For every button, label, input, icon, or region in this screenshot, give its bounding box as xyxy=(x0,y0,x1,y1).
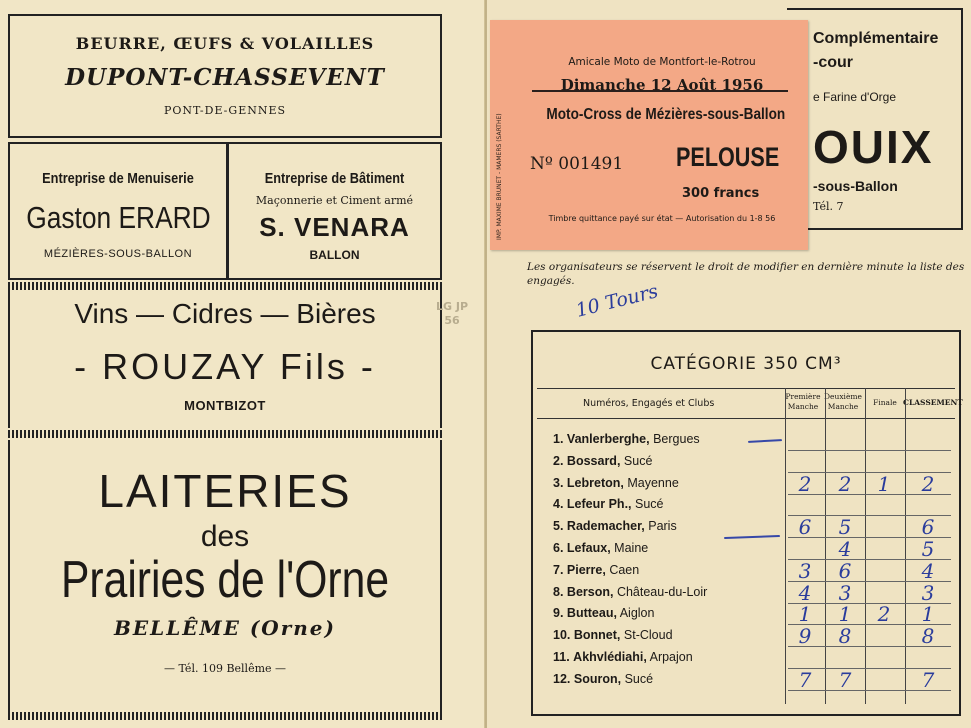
notice xyxy=(527,260,967,288)
admission-ticket xyxy=(490,20,808,250)
rider-number: 2. xyxy=(553,453,564,468)
ad-laiteries xyxy=(8,440,442,712)
table-title: CATÉGORIE 350 CM³ xyxy=(650,354,842,374)
rider-club: Sucé xyxy=(623,453,653,468)
ticket-date: Dimanche 12 Août 1956 xyxy=(560,76,764,94)
rider-name: Butteau, xyxy=(566,606,617,621)
rider-number: 11. xyxy=(553,650,570,664)
handwritten-rank: 2 xyxy=(921,471,935,496)
table-row xyxy=(553,628,673,642)
handwritten-rank: 3 xyxy=(921,580,935,605)
right-ad-line1: Complémentaire xyxy=(813,30,939,47)
rider-name: Lefeur Ph., xyxy=(566,497,632,512)
rider-club: Caen xyxy=(609,562,640,577)
header-riders: Numéros, Engagés et Clubs xyxy=(583,398,715,409)
handwritten-m1: 7 xyxy=(798,667,812,692)
venara-town: BALLON xyxy=(309,248,360,262)
rider-club: Mayenne xyxy=(627,475,679,490)
right-ad-name: OUIX xyxy=(813,121,934,173)
rouzay-products: Vins — Cidres — Bières xyxy=(74,298,376,329)
rider-name: Bossard, xyxy=(566,453,621,468)
rider-name: Lefaux, xyxy=(566,541,611,555)
venara-name: S. VENARA xyxy=(259,212,410,242)
stamp: LG JP 56 xyxy=(435,300,469,327)
rider-number: 7. xyxy=(553,562,564,577)
right-ad-tel: Tél. 7 xyxy=(813,200,844,213)
rider-club: Château-du-Loir xyxy=(616,584,708,599)
handwritten-note: 10 Tours xyxy=(573,280,661,322)
header-m2: Deuxième Manche xyxy=(824,392,862,411)
ad-rouzay-fils xyxy=(8,290,442,428)
rider-number: 9. xyxy=(553,606,564,621)
rider-number: 8. xyxy=(553,584,564,599)
dupont-products: BEURRE, ŒUFS & VOLAILLES xyxy=(75,34,375,53)
handwritten-m1: 9 xyxy=(798,624,812,649)
hatched-border xyxy=(8,282,442,290)
rider-name: Lebreton, xyxy=(566,475,624,490)
rouzay-town: MONTBIZOT xyxy=(184,398,266,413)
handwritten-m1: 4 xyxy=(798,580,812,605)
laiteries-tel: — Tél. 109 Bellême — xyxy=(163,662,287,675)
laiteries-town: BELLÊME (Orne) xyxy=(113,616,336,640)
handwritten-fin: 2 xyxy=(877,602,891,627)
right-ad-line2: -cour xyxy=(813,54,853,71)
table-row xyxy=(553,432,700,446)
row-rule xyxy=(788,450,951,451)
handwritten-rank: 5 xyxy=(921,537,935,561)
rider-club: Aiglon xyxy=(619,606,655,621)
rider-club: Bergues xyxy=(653,432,700,446)
table-top-rule xyxy=(537,388,955,389)
handwritten-m2: 8 xyxy=(838,624,852,649)
rider-name: Bonnet, xyxy=(573,628,621,643)
handwritten-m2: 1 xyxy=(838,602,852,627)
handwritten-rank: 4 xyxy=(921,558,935,583)
table-header-rule xyxy=(537,418,955,419)
rider-number: 6. xyxy=(553,541,564,555)
table-row xyxy=(553,476,679,490)
col-divider xyxy=(905,388,906,704)
handwritten-m2: 3 xyxy=(838,580,852,605)
ticket-zone: PELOUSE xyxy=(676,142,780,172)
laiteries-line3: Prairies de l'Orne xyxy=(60,551,390,609)
laiteries-line1: LAITERIES xyxy=(98,465,352,517)
table-row xyxy=(553,541,648,555)
rider-number: 1. xyxy=(553,432,564,446)
dupont-town: PONT-DE-GENNES xyxy=(163,104,287,117)
handwritten-rank: 1 xyxy=(921,602,935,627)
rider-number: 3. xyxy=(553,475,564,490)
rider-name: Akhvlédiahi, xyxy=(573,650,647,664)
handwritten-fin: 1 xyxy=(877,471,891,496)
rider-name: Souron, xyxy=(573,671,622,686)
laiteries-line2: des xyxy=(200,520,250,553)
header-final: Finale xyxy=(873,398,897,407)
notice-text: Les organisateurs se réservent le droit de modifier en dernière minute la liste des engagés. xyxy=(527,261,965,287)
rider-club: Maine xyxy=(614,541,649,555)
rider-club: Arpajon xyxy=(649,650,693,664)
table-row xyxy=(553,563,639,577)
rider-club: Sucé xyxy=(624,671,654,686)
handwritten-rank: 6 xyxy=(921,515,935,540)
table-row xyxy=(553,650,693,664)
rider-club: Sucé xyxy=(635,497,664,512)
ticket-footer: Timbre quittance payé sur état — Autorisation du 1-8 56 xyxy=(548,214,776,223)
header-m1: Première Manche xyxy=(785,392,821,411)
left-page xyxy=(0,0,485,728)
ad-s-venara xyxy=(227,142,442,280)
handwritten-m1: 1 xyxy=(798,602,812,627)
rider-number: 10. xyxy=(553,628,571,643)
handwritten-m2: 6 xyxy=(838,558,852,583)
hatched-border xyxy=(8,712,442,720)
hatched-border xyxy=(8,430,442,438)
rider-club: Paris xyxy=(648,519,677,534)
rider-club: St-Cloud xyxy=(623,628,673,643)
venara-sub: Maçonnerie et Ciment armé xyxy=(255,194,414,207)
handwritten-m2: 4 xyxy=(838,537,852,561)
rider-number: 12. xyxy=(553,671,571,686)
table-row xyxy=(553,497,664,511)
table-row xyxy=(553,519,677,533)
rider-number: 4. xyxy=(553,497,564,512)
ticket-club: Amicale Moto de Montfort-le-Rotrou xyxy=(568,56,756,68)
header-rank: CLASSEMENT xyxy=(903,398,963,407)
table-row xyxy=(553,606,654,620)
ad-gaston-erard xyxy=(8,142,228,280)
rouzay-name: - ROUZAY Fils - xyxy=(74,346,376,387)
rider-name: Rademacher, xyxy=(566,519,645,534)
venara-type: Entreprise de Bâtiment xyxy=(264,170,405,187)
rider-name: Berson, xyxy=(566,584,614,599)
rider-number: 5. xyxy=(553,519,564,534)
handwritten-m2: 7 xyxy=(838,667,852,692)
ticket-event: Moto-Cross de Mézières-sous-Ballon xyxy=(546,106,786,123)
handwritten-m1: 6 xyxy=(798,515,812,540)
rider-name: Pierre, xyxy=(566,562,606,577)
table-row xyxy=(553,454,652,468)
ticket-price: 300 francs xyxy=(682,186,760,201)
ad-right-partial xyxy=(787,8,963,230)
rider-name: Vanlerberghe, xyxy=(566,432,650,446)
table-row xyxy=(553,672,653,686)
erard-type: Entreprise de Menuiserie xyxy=(42,170,194,187)
erard-name: Gaston ERARD xyxy=(26,200,211,235)
category-table xyxy=(531,330,961,716)
dupont-name: DUPONT-CHASSEVENT xyxy=(65,64,385,91)
ticket-number: Nº 001491 xyxy=(530,154,624,174)
ad-dupont-chassevent xyxy=(8,14,442,138)
handwritten-m1: 3 xyxy=(798,558,812,583)
ticket-printer: IMP. MAXIME BRUNET - MAMERS (SARTHE) xyxy=(496,113,503,240)
right-ad-town: -sous-Ballon xyxy=(813,178,898,194)
right-ad-line3: e Farine d'Orge xyxy=(813,90,896,104)
handwritten-m2: 5 xyxy=(838,515,852,540)
handwritten-m2: 2 xyxy=(838,471,852,496)
erard-town: MÉZIÈRES-SOUS-BALLON xyxy=(43,248,193,260)
col-divider xyxy=(825,388,826,704)
handwritten-rank: 8 xyxy=(921,624,935,649)
col-divider xyxy=(865,388,866,704)
handwritten-rank: 7 xyxy=(921,667,935,692)
col-divider xyxy=(785,388,786,704)
handwritten-m1: 2 xyxy=(798,471,812,496)
table-row xyxy=(553,585,707,599)
